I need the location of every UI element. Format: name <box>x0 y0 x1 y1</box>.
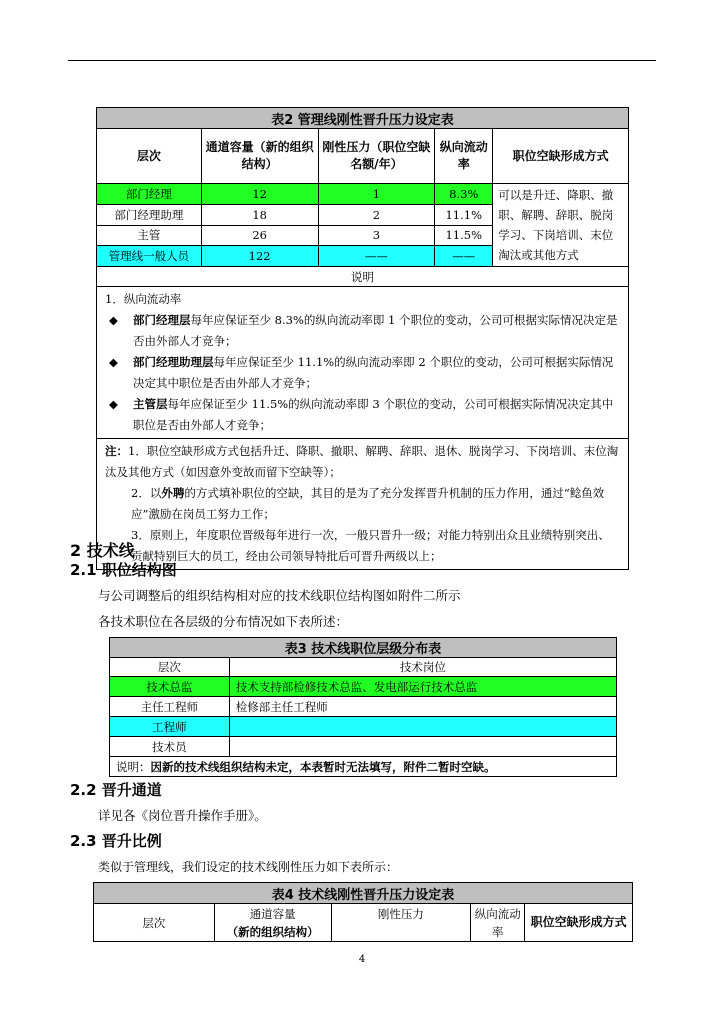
section-title-2-1: 2.1 职位结构图 <box>70 561 177 579</box>
cell-level: 技术总监 <box>110 677 230 697</box>
col-header-rate: 纵向流动率 <box>471 904 525 942</box>
table-row <box>110 717 617 737</box>
cell-capacity: 122 <box>201 246 318 267</box>
note-1: 注：1．职位空缺形成方式包括升迁、降职、撤职、解聘、辞职、退休、脱岗学习、下岗培训、末位淘汰及其他方式（如因意外变故而留下空缺等）； <box>105 444 619 479</box>
table-2-notes <box>97 439 629 570</box>
col-header-level: 层次 <box>97 129 202 184</box>
table-row <box>97 184 629 205</box>
cell-level: 部门经理 <box>97 184 202 205</box>
rate-explanation <box>97 287 629 439</box>
section-title-2-3: 2.3 晋升比例 <box>70 832 162 850</box>
list-item <box>105 352 620 394</box>
bullet-text: 每年应保证至少 11.1%的纵向流动率即 2 个职位的变动，公司可根据实际情况决定其中职位是否由外部人才竞争； <box>133 355 614 390</box>
cell-formation: 可以是升迁、降职、撤职、解聘、辞职、脱岗学习、下岗培训、末位淘汰或其他方式 <box>493 184 629 267</box>
cell-post <box>229 717 616 737</box>
explain-label: 说明 <box>97 267 629 287</box>
note-3: 3．原则上，年度职位晋级每年进行一次，一般只晋升一级；对能力特别出众且业绩特别突出、贡献特别巨大的员工，经由公司领导特批后可晋升两级以上； <box>131 528 610 563</box>
table-2 <box>96 107 629 570</box>
cell-pressure: 1 <box>318 184 435 205</box>
cell-pressure: —— <box>318 246 435 267</box>
section-title-2-2: 2.2 晋升通道 <box>70 781 162 799</box>
bullet-text: 每年应保证至少 8.3%的纵向流动率即 1 个职位的变动，公司可根据实际情况决定是否由外部人才竞争； <box>133 313 618 348</box>
cell-level: 技术员 <box>110 737 230 757</box>
col-header-capacity: 通道容量（新的组织结构） <box>201 129 318 184</box>
cell-capacity: 18 <box>201 204 318 225</box>
table-3-note: 说明：因新的技术线组织结构未定，本表暂时无法填写，附件二暂时空缺。 <box>110 757 617 777</box>
diamond-bullet-icon: ◆ <box>109 397 118 411</box>
page-number: 4 <box>358 954 366 965</box>
section-title-2: 2 技术线 <box>70 541 135 560</box>
paragraph-3: 详见各《岗位晋升操作手册》。 <box>98 808 267 823</box>
header-rule <box>68 60 656 61</box>
bullet-bold: 部门经理助理层 <box>133 355 214 369</box>
bullet-bold: 部门经理层 <box>133 313 191 327</box>
table-row <box>110 677 617 697</box>
table-row <box>110 737 617 757</box>
cell-level: 部门经理助理 <box>97 204 202 225</box>
cell-rate: 11.1% <box>435 204 493 225</box>
paragraph-1: 与公司调整后的组织结构相对应的技术线职位结构图如附件二所示 <box>98 588 461 603</box>
bullet-bold: 主管层 <box>133 397 168 411</box>
col-header-post: 技术岗位 <box>229 658 616 677</box>
table-4 <box>93 882 633 942</box>
cell-post: 技术支持部检修技术总监、发电部运行技术总监 <box>229 677 616 697</box>
cell-pressure: 3 <box>318 225 435 246</box>
col-header-pressure: 刚性压力 <box>331 904 471 942</box>
table-row <box>110 697 617 717</box>
cell-post: 检修部主任工程师 <box>229 697 616 717</box>
cell-level: 工程师 <box>110 717 230 737</box>
cell-level: 主任工程师 <box>110 697 230 717</box>
rate-title: 1．纵向流动率 <box>105 292 182 306</box>
note-2: 2．以外聘的方式填补职位的空缺，其目的是为了充分发挥晋升机制的压力作用，通过“鲶鱼效应”激励在岗员工努力工作； <box>131 486 605 521</box>
cell-capacity: 26 <box>201 225 318 246</box>
note-label: 注： <box>105 444 128 458</box>
cell-capacity: 12 <box>201 184 318 205</box>
cell-pressure: 2 <box>318 204 435 225</box>
col-header-level: 层次 <box>110 658 230 677</box>
col-header-level: 层次 <box>94 904 215 942</box>
diamond-bullet-icon: ◆ <box>109 313 118 327</box>
bullet-text: 每年应保证至少 11.5%的纵向流动率即 3 个职位的变动，公司可根据实际情况决定其中职位是否由外部人才竞争； <box>133 397 614 432</box>
col-header-rate: 纵向流动率 <box>435 129 493 184</box>
cell-post <box>229 737 616 757</box>
cell-level: 管理线一般人员 <box>97 246 202 267</box>
table-2-caption: 表2 管理线刚性晋升压力设定表 <box>97 108 629 129</box>
cell-rate: 8.3% <box>435 184 493 205</box>
list-item <box>105 394 620 436</box>
table-3-caption: 表3 技术线职位层级分布表 <box>110 638 617 658</box>
table-3 <box>109 637 617 777</box>
cell-rate: 11.5% <box>435 225 493 246</box>
cell-rate: —— <box>435 246 493 267</box>
col-header-capacity: 通道容量 （新的组织结构） <box>214 904 331 942</box>
cell-level: 主管 <box>97 225 202 246</box>
diamond-bullet-icon: ◆ <box>109 355 118 369</box>
col-header-pressure: 刚性压力（职位空缺名额/年） <box>318 129 435 184</box>
col-header-formation: 职位空缺形成方式 <box>493 129 629 184</box>
paragraph-2: 各技术职位在各层级的分布情况如下表所述： <box>98 614 349 629</box>
table-4-caption: 表4 技术线刚性晋升压力设定表 <box>94 883 633 904</box>
paragraph-4: 类似于管理线，我们设定的技术线刚性压力如下表所示： <box>98 860 399 874</box>
col-header-formation: 职位空缺形成方式 <box>525 904 633 942</box>
list-item <box>105 310 620 352</box>
